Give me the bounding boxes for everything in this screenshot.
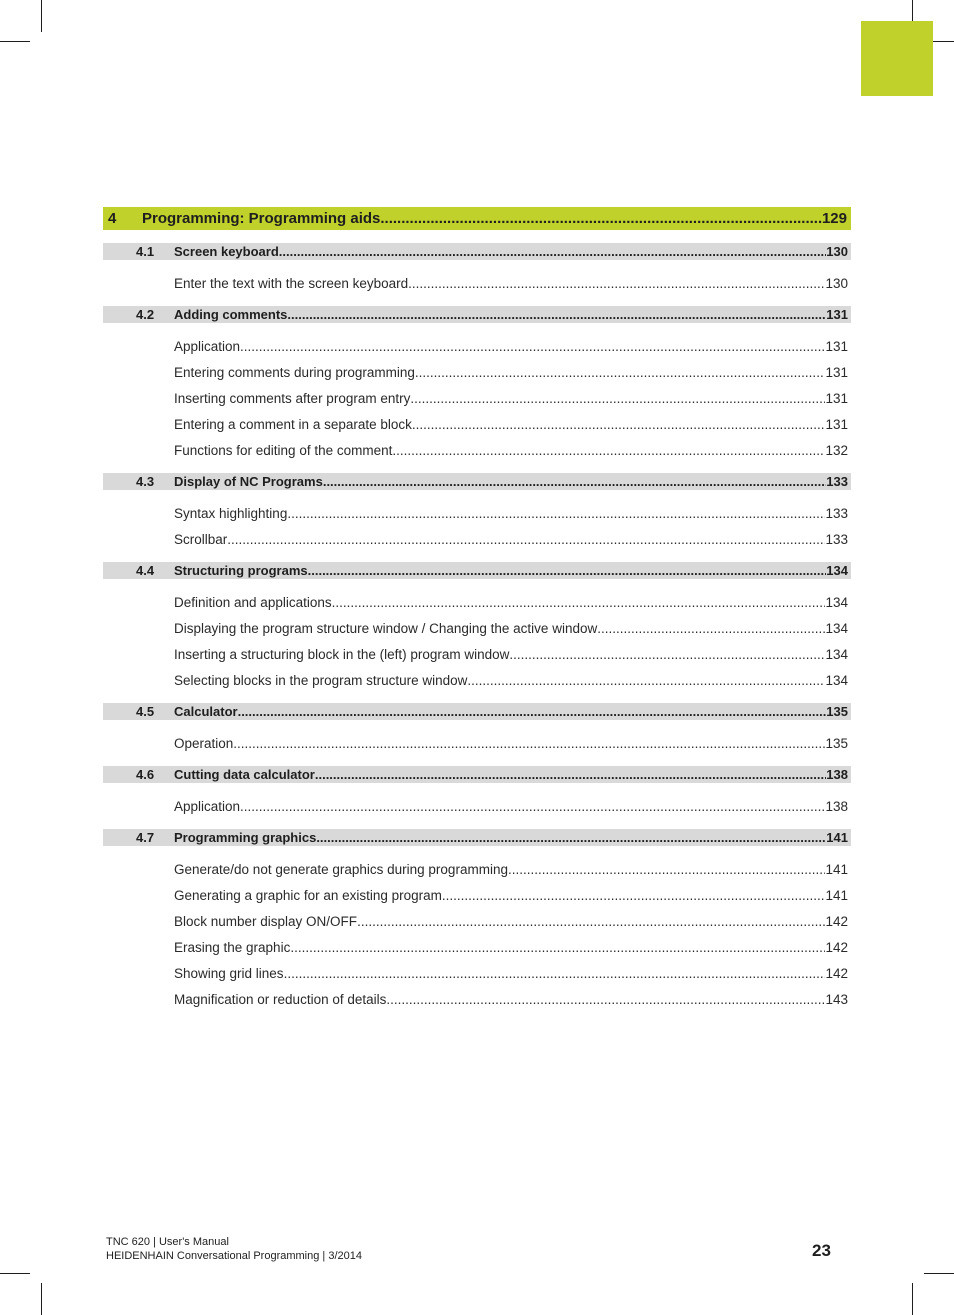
entry-page: 134 [825, 647, 848, 662]
entry-title: Entering comments during programming [174, 365, 415, 380]
entry-title: Operation [174, 736, 234, 751]
toc-entry-row[interactable] [103, 857, 851, 883]
entry-title: Scrollbar [174, 532, 228, 547]
section-number: 4.6 [136, 767, 155, 782]
toc-entry-row[interactable] [103, 334, 851, 360]
toc-entry-row[interactable] [103, 438, 851, 464]
leader-dots [386, 987, 825, 1013]
toc-entry-row[interactable] [103, 731, 851, 757]
entry-page: 133 [825, 506, 848, 521]
section-number: 4.7 [136, 830, 155, 845]
table-of-contents [103, 207, 851, 1022]
section-number: 4.2 [136, 307, 155, 322]
section-title: Calculator [174, 704, 238, 719]
toc-entry-row[interactable] [103, 271, 851, 297]
entry-page: 131 [825, 417, 848, 432]
entry-page: 131 [825, 365, 848, 380]
entry-page: 131 [825, 339, 848, 354]
section-page: 133 [826, 474, 848, 489]
section-title: Programming graphics [174, 830, 317, 845]
entry-page: 134 [825, 595, 848, 610]
toc-entry-row[interactable] [103, 668, 851, 694]
toc-section-row[interactable] [103, 703, 851, 720]
toc-entry-row[interactable] [103, 883, 851, 909]
toc-entry-row[interactable] [103, 360, 851, 386]
toc-entry-list [103, 857, 851, 1013]
crop-mark [41, 0, 42, 32]
entry-title: Block number display ON/OFF [174, 914, 358, 929]
leader-dots [290, 935, 825, 961]
toc-section-row[interactable] [103, 306, 851, 323]
leader-dots [412, 412, 826, 438]
leader-dots [509, 642, 825, 668]
section-page: 141 [826, 830, 848, 845]
section-number: 4.4 [136, 563, 155, 578]
footer-line-1: TNC 620 | User's Manual [106, 1236, 229, 1248]
toc-section-row[interactable] [103, 829, 851, 846]
leader-dots [238, 703, 827, 720]
toc-entry-list [103, 590, 851, 694]
chapter-tab [861, 21, 933, 96]
entry-page: 142 [825, 914, 848, 929]
leader-dots [408, 271, 825, 297]
toc-entry-row[interactable] [103, 794, 851, 820]
toc-entry-list [103, 501, 851, 553]
leader-dots [315, 766, 826, 783]
leader-dots [284, 961, 826, 987]
section-page: 131 [826, 307, 848, 322]
entry-title: Functions for editing of the comment [174, 443, 393, 458]
crop-mark [0, 1273, 30, 1274]
entry-page: 130 [825, 276, 848, 291]
section-number: 4.5 [136, 704, 155, 719]
crop-mark [0, 41, 30, 42]
chapter-number: 4 [108, 210, 117, 227]
entry-title: Showing grid lines [174, 966, 284, 981]
page-footer [106, 1235, 362, 1263]
entry-page: 132 [825, 443, 848, 458]
entry-title: Selecting blocks in the program structure window [174, 673, 468, 688]
entry-title: Application [174, 799, 241, 814]
toc-entry-row[interactable] [103, 386, 851, 412]
entry-title: Generate/do not generate graphics during programming [174, 862, 508, 877]
leader-dots [410, 386, 825, 412]
toc-section-row[interactable] [103, 473, 851, 490]
entry-title: Definition and applications [174, 595, 332, 610]
leader-dots [332, 590, 826, 616]
leader-dots [287, 306, 826, 323]
toc-entry-list [103, 271, 851, 297]
entry-title: Displaying the program structure window / Changing the active window [174, 621, 598, 636]
section-page: 135 [826, 704, 848, 719]
leader-dots [279, 243, 827, 260]
section-page: 138 [826, 767, 848, 782]
toc-entry-list [103, 731, 851, 757]
leader-dots [597, 616, 825, 642]
section-title: Display of NC Programs [174, 474, 323, 489]
toc-entry-row[interactable] [103, 909, 851, 935]
toc-sections [103, 243, 851, 1013]
entry-title: Magnification or reduction of details [174, 992, 387, 1007]
toc-section-row[interactable] [103, 243, 851, 260]
crop-mark [912, 1283, 913, 1315]
leader-dots [240, 334, 825, 360]
section-number: 4.1 [136, 244, 155, 259]
section-title: Cutting data calculator [174, 767, 315, 782]
entry-page: 143 [825, 992, 848, 1007]
entry-page: 141 [825, 862, 848, 877]
leader-dots [508, 857, 826, 883]
leader-dots [357, 909, 825, 935]
entry-page: 138 [825, 799, 848, 814]
toc-entry-row[interactable] [103, 501, 851, 527]
leader-dots [380, 207, 822, 230]
entry-page: 142 [825, 940, 848, 955]
leader-dots [240, 794, 825, 820]
crop-mark [924, 1273, 954, 1274]
toc-entry-list [103, 794, 851, 820]
section-page: 130 [826, 244, 848, 259]
section-title: Screen keyboard [174, 244, 279, 259]
leader-dots [316, 829, 826, 846]
section-title: Adding comments [174, 307, 288, 322]
entry-page: 133 [825, 532, 848, 547]
toc-entry-row[interactable] [103, 935, 851, 961]
entry-page: 134 [825, 621, 848, 636]
entry-title: Entering a comment in a separate block [174, 417, 412, 432]
entry-page: 131 [825, 391, 848, 406]
section-title: Structuring programs [174, 563, 308, 578]
entry-page: 134 [825, 673, 848, 688]
toc-entry-row[interactable] [103, 527, 851, 553]
section-number: 4.3 [136, 474, 155, 489]
chapter-page: 129 [821, 210, 847, 227]
leader-dots [227, 527, 825, 553]
toc-chapter-row[interactable] [103, 207, 851, 230]
toc-section-row[interactable] [103, 562, 851, 579]
toc-section-row[interactable] [103, 766, 851, 783]
entry-title: Erasing the graphic [174, 940, 291, 955]
entry-page: 142 [825, 966, 848, 981]
entry-title: Application [174, 339, 241, 354]
toc-entry-row[interactable] [103, 642, 851, 668]
leader-dots [233, 731, 825, 757]
leader-dots [442, 883, 826, 909]
toc-entry-list [103, 334, 851, 464]
leader-dots [467, 668, 825, 694]
footer-line-2: HEIDENHAIN Conversational Programming | 3/2014 [106, 1250, 362, 1262]
entry-title: Inserting a structuring block in the (left) program window [174, 647, 510, 662]
entry-page: 135 [825, 736, 848, 751]
entry-title: Enter the text with the screen keyboard [174, 276, 409, 291]
page-number: 23 [812, 1241, 831, 1260]
toc-entry-row[interactable] [103, 412, 851, 438]
leader-dots [308, 562, 827, 579]
entry-page: 141 [825, 888, 848, 903]
toc-entry-row[interactable] [103, 590, 851, 616]
crop-mark [41, 1283, 42, 1315]
leader-dots [415, 360, 826, 386]
entry-title: Syntax highlighting [174, 506, 288, 521]
entry-title: Generating a graphic for an existing program [174, 888, 442, 903]
leader-dots [287, 501, 825, 527]
toc-entry-row[interactable] [103, 616, 851, 642]
toc-entry-row[interactable] [103, 987, 851, 1013]
toc-entry-row[interactable] [103, 961, 851, 987]
section-page: 134 [826, 563, 848, 578]
leader-dots [392, 438, 825, 464]
leader-dots [323, 473, 826, 490]
entry-title: Inserting comments after program entry [174, 391, 411, 406]
chapter-title: Programming: Programming aids [142, 210, 381, 227]
